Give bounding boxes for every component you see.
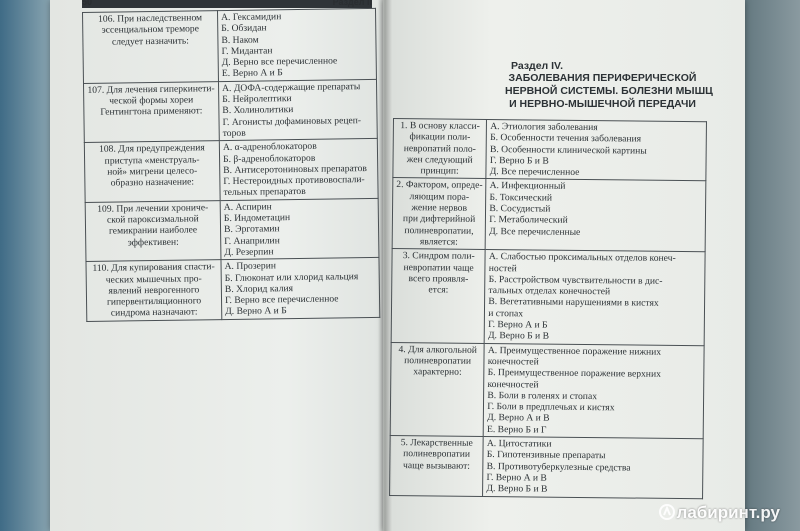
answer-option: торов xyxy=(222,127,246,140)
question-text xyxy=(84,141,220,202)
section-title-line: ЗАБОЛЕВАНИЯ ПЕРИФЕРИЧЕСКОЙ xyxy=(508,72,697,84)
answer-option: В. Холинолитики xyxy=(222,104,294,117)
question-line: явлений неврогенного xyxy=(108,284,200,297)
answer-option: Б. β-адреноблокаторов xyxy=(222,152,316,165)
answer-option: В. Наком xyxy=(221,34,259,46)
question-line: невропатий поло- xyxy=(403,142,476,155)
question-line: эссенциальном треморе xyxy=(101,23,200,37)
question-text xyxy=(83,81,219,142)
question-line: синдрома назначают: xyxy=(110,306,198,320)
question-line: ной» мигрени целесо- xyxy=(107,165,198,178)
answer-option: А. Аспирин xyxy=(223,201,272,213)
question-line: гемикрании наиболее xyxy=(108,224,198,237)
answer-options xyxy=(221,258,380,320)
question-line: 108. Для предупреждения xyxy=(98,142,205,156)
answer-options xyxy=(485,179,705,252)
question-row xyxy=(391,249,705,346)
answer-option: В. Боли в голенях и стопах xyxy=(487,389,598,402)
question-line: полиневропатии, xyxy=(404,224,474,237)
question-line: всего проявля- xyxy=(408,273,469,285)
answer-option: Д. Все перечисленные xyxy=(489,225,581,238)
section-title xyxy=(505,72,713,111)
answer-option: А. ДОФА-содержащие препараты xyxy=(222,80,361,94)
question-line: полиневропатии xyxy=(404,355,472,367)
answer-option: конечностей xyxy=(487,355,539,368)
question-text xyxy=(391,249,485,343)
question-text xyxy=(390,436,484,496)
question-row xyxy=(392,178,706,252)
answer-option: Б. Гипотензивные препараты xyxy=(486,449,606,462)
answer-option: Д. Верно Б и В xyxy=(486,483,548,495)
answer-option: ностей xyxy=(488,262,517,274)
question-line: 109. При лечении хрониче- xyxy=(97,202,209,215)
question-line: характерно: xyxy=(413,366,462,378)
answer-option: Д. Верно Б и В xyxy=(487,330,550,342)
answer-option: В. Особенности клинической картины xyxy=(489,143,647,157)
answer-option: Б. Обзидан xyxy=(221,22,267,35)
question-row xyxy=(393,119,707,182)
answer-options xyxy=(483,343,704,439)
answer-option: В. Эрготамин xyxy=(223,223,280,236)
running-head: Раздел II xyxy=(332,0,372,7)
answer-option: А. Преимущественное поражение нижних xyxy=(487,344,662,358)
answer-option: А. α-адреноблокаторов xyxy=(222,141,317,154)
answer-option: Б. Особенности течения заболевания xyxy=(490,132,642,145)
question-row xyxy=(390,342,704,439)
question-line: ческой формы хореи xyxy=(109,94,194,107)
page-number: 50 xyxy=(82,0,93,7)
answer-option: В. Вегетативными нарушениями в кистях xyxy=(488,296,659,310)
section-title-line: НЕРВНОЙ СИСТЕМЫ. БОЛЕЗНИ МЫШЦ xyxy=(505,85,713,97)
question-line: является: xyxy=(419,236,458,248)
question-line: 3. Синдром поли- xyxy=(402,250,475,263)
question-line: при дифтерийной xyxy=(402,213,476,226)
answer-option: Г. Верно Б и В xyxy=(489,154,549,167)
left-question-table xyxy=(82,8,380,322)
question-line: фикации поли- xyxy=(409,131,471,144)
question-line: 106. При наследственном xyxy=(97,12,203,25)
answer-option: Б. Глюконат или хлорид кальция xyxy=(224,270,359,284)
question-text xyxy=(392,178,486,250)
question-line: ской пароксизмальной xyxy=(106,213,199,226)
question-line: ческих мышечных про- xyxy=(105,272,202,286)
question-line: принцип: xyxy=(420,165,459,177)
question-row xyxy=(84,139,378,203)
section-title-line: И НЕРВНО-МЫШЕЧНОЙ ПЕРЕДАЧИ xyxy=(509,98,696,110)
answer-option: Г. Верно все перечисленное xyxy=(224,293,339,307)
answer-option: В. Хлорид калия xyxy=(224,282,294,295)
answer-options xyxy=(484,250,705,346)
answer-option: А. Гексамидин xyxy=(221,11,282,24)
answer-option: В. Противотуберкулезные средства xyxy=(486,460,631,474)
answer-option: конечностей xyxy=(487,378,539,391)
question-line: Гентингтона применяют: xyxy=(100,105,203,119)
section-label: Раздел IV. xyxy=(511,60,564,72)
answer-option: Г. Мидантан xyxy=(221,45,273,57)
watermark xyxy=(659,503,780,523)
question-row xyxy=(83,8,377,83)
question-line: образно назначение: xyxy=(110,176,195,189)
answer-option: А. Этиология заболевания xyxy=(490,121,598,134)
question-text xyxy=(390,342,484,436)
answer-option: Г. Боли в предплечьях и кистях xyxy=(487,401,615,414)
watermark-text: лабиринт.ру xyxy=(676,503,780,522)
question-text xyxy=(393,119,487,179)
question-line: чаще вызывают: xyxy=(403,459,471,472)
question-line: 2. Фактором, опреде- xyxy=(396,179,483,192)
question-row xyxy=(85,198,379,262)
answer-option: А. Прозерин xyxy=(224,260,277,273)
answer-option: тельных препаратов xyxy=(223,186,306,199)
question-row xyxy=(83,79,377,143)
answer-option: В. Антисеротониновых препаратов xyxy=(223,162,367,176)
answer-option: Д. Резерпин xyxy=(224,246,274,258)
answer-option: Г. Метаболический xyxy=(489,214,568,227)
answer-option: Г. Верно А и В xyxy=(486,471,547,484)
question-line: гипервентиляционного xyxy=(106,295,202,308)
answer-option: А. Слабостью проксимальных отделов конеч- xyxy=(488,251,676,265)
answer-options xyxy=(218,79,377,141)
question-text xyxy=(85,200,221,261)
answer-option: Б. Расстройством чувствительности в дис- xyxy=(488,273,663,287)
question-line: 5. Лекарственные xyxy=(400,437,473,449)
question-line: эффективен: xyxy=(127,236,179,249)
question-line: 107. Для лечения гиперкинети- xyxy=(87,82,215,96)
answer-options xyxy=(220,198,379,260)
question-row xyxy=(86,258,380,322)
answer-options xyxy=(486,119,706,181)
question-text xyxy=(86,260,222,321)
answer-option: Б. Индометацин xyxy=(223,212,291,225)
answer-option: Д. Верно А и Б xyxy=(225,305,287,318)
question-text xyxy=(83,11,219,84)
question-line: полиневропатии xyxy=(403,448,471,461)
answer-option: тальных отделах конечностей xyxy=(488,285,611,298)
answer-option: А. Инфекционный xyxy=(489,180,566,193)
answer-option: Г. Агонисты дофаминовых рецеп- xyxy=(222,114,362,128)
question-line: 1. В основу класси- xyxy=(400,120,480,132)
left-header-bar xyxy=(82,0,372,8)
question-line: ется: xyxy=(428,284,449,296)
answer-option: Д. Все перечисленное xyxy=(489,166,580,179)
answer-option: Е. Верно А и Б xyxy=(221,67,283,80)
answer-option: Б. Нейролептики xyxy=(222,93,292,106)
answer-option: Г. Анаприлин xyxy=(224,234,280,247)
question-row xyxy=(390,436,704,499)
answer-option: и стопах xyxy=(488,307,524,320)
question-line: следует назначить: xyxy=(111,35,189,48)
question-line: ляющим пора- xyxy=(409,190,470,203)
answer-option: А. Цитостатики xyxy=(486,438,552,450)
answer-options xyxy=(483,436,703,498)
answer-option: Г. Верно А и Б xyxy=(488,319,548,331)
answer-options xyxy=(219,139,378,201)
answer-option: Е. Верно Б и Г xyxy=(487,423,547,436)
answer-option: Г. Нестероидных противовоспали- xyxy=(223,174,365,188)
question-line: приступа «менструаль- xyxy=(104,153,200,167)
answer-option: Б. Токсический xyxy=(489,191,553,204)
question-line: невропатии чаще xyxy=(403,261,474,274)
question-line: 110. Для купирования спасти- xyxy=(92,261,215,275)
question-line: 4. Для алкогольной xyxy=(398,343,478,356)
answer-option: Д. Верно А и В xyxy=(487,412,550,425)
answer-options xyxy=(217,8,376,81)
right-question-table xyxy=(389,118,707,499)
answer-option: Б. Преимущественное поражение верхних xyxy=(487,367,661,381)
answer-option: В. Сосудистый xyxy=(489,203,551,215)
answer-option: Д. Верно все перечисленное xyxy=(221,55,338,69)
background-left xyxy=(0,0,50,531)
question-line: жение нервов xyxy=(411,202,468,214)
labirint-logo-icon xyxy=(659,504,675,520)
question-line: жен следующий xyxy=(406,154,473,166)
